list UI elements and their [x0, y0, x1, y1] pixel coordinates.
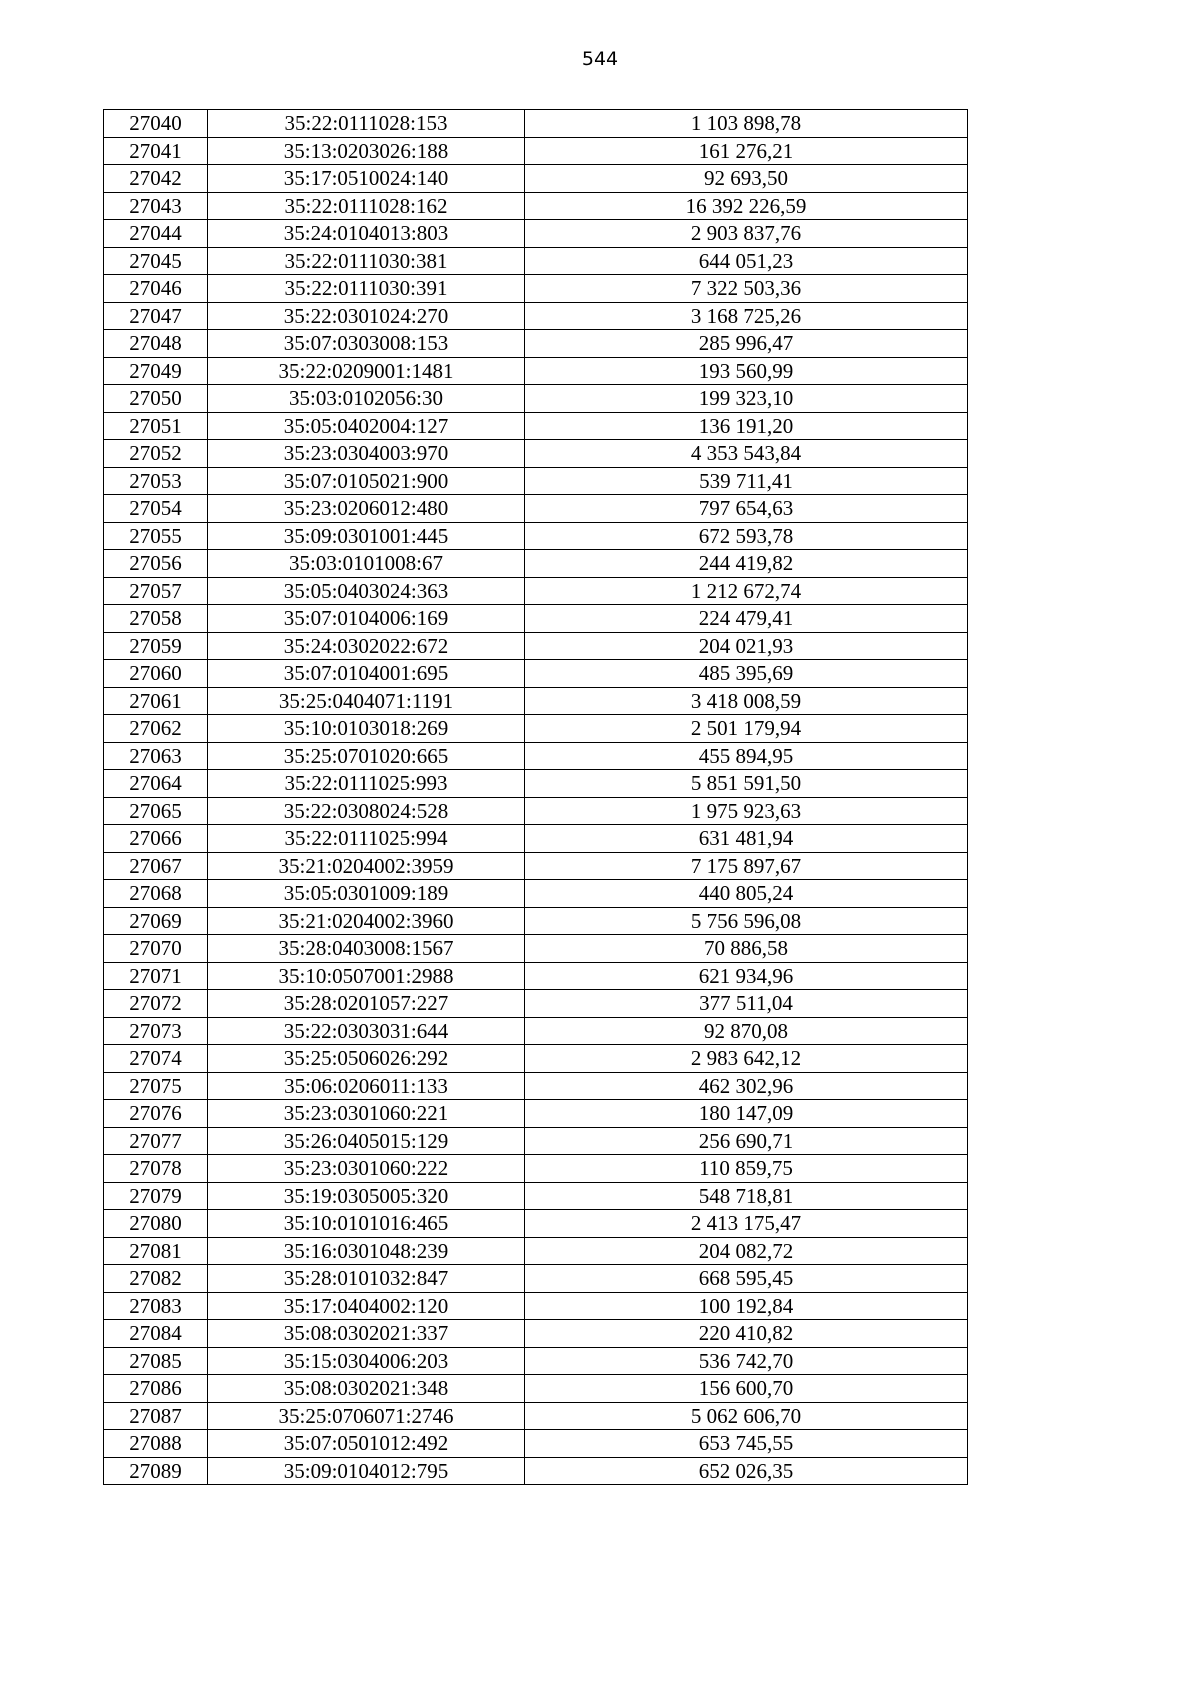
table-row [104, 605, 968, 633]
cadastral-number-cell: 35:26:0405015:129 [208, 1127, 525, 1155]
cadastral-value-cell: 462 302,96 [525, 1072, 968, 1100]
cadastral-value-cell: 70 886,58 [525, 935, 968, 963]
row-number-cell: 27053 [104, 467, 208, 495]
row-number-cell: 27077 [104, 1127, 208, 1155]
row-number-cell: 27050 [104, 385, 208, 413]
cadastral-value-cell: 797 654,63 [525, 495, 968, 523]
cadastral-number-cell: 35:13:0203026:188 [208, 137, 525, 165]
cadastral-number-cell: 35:07:0303008:153 [208, 330, 525, 358]
table-row [104, 687, 968, 715]
row-number-cell: 27059 [104, 632, 208, 660]
row-number-cell: 27082 [104, 1265, 208, 1293]
table-row [104, 1210, 968, 1238]
row-number-cell: 27065 [104, 797, 208, 825]
table-row [104, 1347, 968, 1375]
row-number-cell: 27064 [104, 770, 208, 798]
cadastral-number-cell: 35:05:0403024:363 [208, 577, 525, 605]
row-number-cell: 27041 [104, 137, 208, 165]
cadastral-number-cell: 35:07:0104006:169 [208, 605, 525, 633]
row-number-cell: 27083 [104, 1292, 208, 1320]
table-row [104, 715, 968, 743]
cadastral-number-cell: 35:23:0301060:222 [208, 1155, 525, 1183]
table-row [104, 440, 968, 468]
row-number-cell: 27048 [104, 330, 208, 358]
row-number-cell: 27075 [104, 1072, 208, 1100]
row-number-cell: 27051 [104, 412, 208, 440]
table-row [104, 1045, 968, 1073]
row-number-cell: 27089 [104, 1457, 208, 1485]
row-number-cell: 27070 [104, 935, 208, 963]
cadastral-value-cell: 621 934,96 [525, 962, 968, 990]
cadastral-value-cell: 224 479,41 [525, 605, 968, 633]
cadastral-value-cell: 7 322 503,36 [525, 275, 968, 303]
cadastral-number-cell: 35:25:0701020:665 [208, 742, 525, 770]
table-row [104, 660, 968, 688]
cadastral-value-cell: 5 062 606,70 [525, 1402, 968, 1430]
cadastral-number-cell: 35:28:0101032:847 [208, 1265, 525, 1293]
row-number-cell: 27043 [104, 192, 208, 220]
cadastral-value-cell: 204 021,93 [525, 632, 968, 660]
row-number-cell: 27079 [104, 1182, 208, 1210]
cadastral-value-cell: 485 395,69 [525, 660, 968, 688]
cadastral-number-cell: 35:05:0301009:189 [208, 880, 525, 908]
row-number-cell: 27080 [104, 1210, 208, 1238]
cadastral-value-cell: 92 870,08 [525, 1017, 968, 1045]
table-row [104, 632, 968, 660]
table-row [104, 880, 968, 908]
row-number-cell: 27056 [104, 550, 208, 578]
cadastral-number-cell: 35:22:0308024:528 [208, 797, 525, 825]
cadastral-number-cell: 35:17:0404002:120 [208, 1292, 525, 1320]
row-number-cell: 27072 [104, 990, 208, 1018]
cadastral-value-cell: 668 595,45 [525, 1265, 968, 1293]
row-number-cell: 27071 [104, 962, 208, 990]
row-number-cell: 27066 [104, 825, 208, 853]
table-row [104, 935, 968, 963]
table-row [104, 137, 968, 165]
row-number-cell: 27045 [104, 247, 208, 275]
cadastral-number-cell: 35:22:0303031:644 [208, 1017, 525, 1045]
table-row [104, 275, 968, 303]
cadastral-value-cell: 652 026,35 [525, 1457, 968, 1485]
cadastral-number-cell: 35:03:0102056:30 [208, 385, 525, 413]
cadastral-number-cell: 35:07:0501012:492 [208, 1430, 525, 1458]
cadastral-number-cell: 35:23:0206012:480 [208, 495, 525, 523]
cadastral-number-cell: 35:09:0104012:795 [208, 1457, 525, 1485]
cadastral-value-cell: 220 410,82 [525, 1320, 968, 1348]
row-number-cell: 27052 [104, 440, 208, 468]
cadastral-number-cell: 35:15:0304006:203 [208, 1347, 525, 1375]
cadastral-number-cell: 35:22:0111030:391 [208, 275, 525, 303]
row-number-cell: 27046 [104, 275, 208, 303]
table-row [104, 1292, 968, 1320]
cadastral-value-cell: 5 756 596,08 [525, 907, 968, 935]
table-body [104, 110, 968, 1485]
row-number-cell: 27074 [104, 1045, 208, 1073]
cadastral-number-cell: 35:09:0301001:445 [208, 522, 525, 550]
cadastral-number-cell: 35:10:0507001:2988 [208, 962, 525, 990]
table-row [104, 192, 968, 220]
cadastral-value-cell: 631 481,94 [525, 825, 968, 853]
table-row [104, 797, 968, 825]
row-number-cell: 27061 [104, 687, 208, 715]
cadastral-number-cell: 35:25:0706071:2746 [208, 1402, 525, 1430]
table-row [104, 770, 968, 798]
table-row [104, 1182, 968, 1210]
cadastral-number-cell: 35:24:0302022:672 [208, 632, 525, 660]
table-row [104, 1237, 968, 1265]
cadastral-value-cell: 539 711,41 [525, 467, 968, 495]
table-row [104, 742, 968, 770]
cadastral-value-cell: 1 212 672,74 [525, 577, 968, 605]
cadastral-value-cell: 193 560,99 [525, 357, 968, 385]
row-number-cell: 27042 [104, 165, 208, 193]
cadastral-number-cell: 35:22:0111028:153 [208, 110, 525, 138]
cadastral-value-cell: 440 805,24 [525, 880, 968, 908]
cadastral-value-cell: 2 413 175,47 [525, 1210, 968, 1238]
table-row [104, 1320, 968, 1348]
page-number: 544 [581, 48, 619, 70]
cadastral-value-cell: 156 600,70 [525, 1375, 968, 1403]
cadastral-value-cell: 136 191,20 [525, 412, 968, 440]
cadastral-value-cell: 161 276,21 [525, 137, 968, 165]
table-row [104, 1017, 968, 1045]
cadastral-number-cell: 35:22:0111030:381 [208, 247, 525, 275]
row-number-cell: 27087 [104, 1402, 208, 1430]
cadastral-value-cell: 180 147,09 [525, 1100, 968, 1128]
row-number-cell: 27054 [104, 495, 208, 523]
row-number-cell: 27069 [104, 907, 208, 935]
row-number-cell: 27067 [104, 852, 208, 880]
table-row [104, 495, 968, 523]
table-row [104, 385, 968, 413]
row-number-cell: 27078 [104, 1155, 208, 1183]
table-row [104, 247, 968, 275]
cadastral-number-cell: 35:23:0304003:970 [208, 440, 525, 468]
cadastral-value-cell: 256 690,71 [525, 1127, 968, 1155]
table-row [104, 1155, 968, 1183]
cadastral-value-cell: 1 103 898,78 [525, 110, 968, 138]
cadastral-value-cell: 5 851 591,50 [525, 770, 968, 798]
row-number-cell: 27040 [104, 110, 208, 138]
row-number-cell: 27055 [104, 522, 208, 550]
cadastral-number-cell: 35:21:0204002:3959 [208, 852, 525, 880]
cadastral-value-cell: 3 168 725,26 [525, 302, 968, 330]
table-row [104, 330, 968, 358]
row-number-cell: 27058 [104, 605, 208, 633]
row-number-cell: 27085 [104, 1347, 208, 1375]
cadastral-value-table [103, 109, 968, 1485]
cadastral-number-cell: 35:17:0510024:140 [208, 165, 525, 193]
cadastral-value-cell: 204 082,72 [525, 1237, 968, 1265]
cadastral-number-cell: 35:23:0301060:221 [208, 1100, 525, 1128]
table-row [104, 1430, 968, 1458]
cadastral-number-cell: 35:10:0101016:465 [208, 1210, 525, 1238]
cadastral-value-cell: 4 353 543,84 [525, 440, 968, 468]
cadastral-value-cell: 672 593,78 [525, 522, 968, 550]
row-number-cell: 27088 [104, 1430, 208, 1458]
row-number-cell: 27068 [104, 880, 208, 908]
row-number-cell: 27063 [104, 742, 208, 770]
cadastral-number-cell: 35:07:0104001:695 [208, 660, 525, 688]
cadastral-value-cell: 285 996,47 [525, 330, 968, 358]
row-number-cell: 27044 [104, 220, 208, 248]
row-number-cell: 27062 [104, 715, 208, 743]
cadastral-number-cell: 35:19:0305005:320 [208, 1182, 525, 1210]
cadastral-value-cell: 7 175 897,67 [525, 852, 968, 880]
cadastral-value-cell: 2 501 179,94 [525, 715, 968, 743]
row-number-cell: 27057 [104, 577, 208, 605]
cadastral-value-cell: 548 718,81 [525, 1182, 968, 1210]
row-number-cell: 27049 [104, 357, 208, 385]
table-row [104, 1100, 968, 1128]
table-row [104, 962, 968, 990]
row-number-cell: 27047 [104, 302, 208, 330]
cadastral-value-cell: 110 859,75 [525, 1155, 968, 1183]
table-row [104, 165, 968, 193]
row-number-cell: 27076 [104, 1100, 208, 1128]
cadastral-number-cell: 35:22:0111028:162 [208, 192, 525, 220]
table-row [104, 1402, 968, 1430]
table-row [104, 522, 968, 550]
table-row [104, 1127, 968, 1155]
table-row [104, 852, 968, 880]
table-row [104, 825, 968, 853]
table-row [104, 220, 968, 248]
cadastral-value-cell: 16 392 226,59 [525, 192, 968, 220]
row-number-cell: 27073 [104, 1017, 208, 1045]
cadastral-value-cell: 3 418 008,59 [525, 687, 968, 715]
table-row [104, 1375, 968, 1403]
table-row [104, 467, 968, 495]
table-row [104, 1072, 968, 1100]
table-row [104, 907, 968, 935]
table-row [104, 302, 968, 330]
cadastral-number-cell: 35:16:0301048:239 [208, 1237, 525, 1265]
table-row [104, 1457, 968, 1485]
cadastral-number-cell: 35:22:0111025:993 [208, 770, 525, 798]
table-row [104, 550, 968, 578]
cadastral-number-cell: 35:08:0302021:337 [208, 1320, 525, 1348]
cadastral-value-cell: 244 419,82 [525, 550, 968, 578]
table-row [104, 412, 968, 440]
cadastral-value-cell: 644 051,23 [525, 247, 968, 275]
cadastral-value-cell: 377 511,04 [525, 990, 968, 1018]
cadastral-value-cell: 455 894,95 [525, 742, 968, 770]
table-row [104, 990, 968, 1018]
cadastral-number-cell: 35:28:0403008:1567 [208, 935, 525, 963]
cadastral-number-cell: 35:08:0302021:348 [208, 1375, 525, 1403]
cadastral-value-cell: 100 192,84 [525, 1292, 968, 1320]
cadastral-value-cell: 536 742,70 [525, 1347, 968, 1375]
cadastral-value-cell: 199 323,10 [525, 385, 968, 413]
row-number-cell: 27060 [104, 660, 208, 688]
cadastral-value-cell: 653 745,55 [525, 1430, 968, 1458]
cadastral-number-cell: 35:22:0301024:270 [208, 302, 525, 330]
row-number-cell: 27081 [104, 1237, 208, 1265]
cadastral-number-cell: 35:22:0209001:1481 [208, 357, 525, 385]
table-row [104, 357, 968, 385]
cadastral-number-cell: 35:05:0402004:127 [208, 412, 525, 440]
row-number-cell: 27086 [104, 1375, 208, 1403]
table-row [104, 577, 968, 605]
cadastral-number-cell: 35:21:0204002:3960 [208, 907, 525, 935]
cadastral-number-cell: 35:25:0404071:1191 [208, 687, 525, 715]
cadastral-number-cell: 35:10:0103018:269 [208, 715, 525, 743]
cadastral-number-cell: 35:03:0101008:67 [208, 550, 525, 578]
row-number-cell: 27084 [104, 1320, 208, 1348]
cadastral-number-cell: 35:22:0111025:994 [208, 825, 525, 853]
cadastral-value-cell: 2 983 642,12 [525, 1045, 968, 1073]
cadastral-number-cell: 35:28:0201057:227 [208, 990, 525, 1018]
table-row [104, 110, 968, 138]
table-row [104, 1265, 968, 1293]
cadastral-value-cell: 2 903 837,76 [525, 220, 968, 248]
cadastral-number-cell: 35:07:0105021:900 [208, 467, 525, 495]
cadastral-value-cell: 92 693,50 [525, 165, 968, 193]
cadastral-number-cell: 35:06:0206011:133 [208, 1072, 525, 1100]
cadastral-number-cell: 35:24:0104013:803 [208, 220, 525, 248]
cadastral-value-cell: 1 975 923,63 [525, 797, 968, 825]
cadastral-number-cell: 35:25:0506026:292 [208, 1045, 525, 1073]
